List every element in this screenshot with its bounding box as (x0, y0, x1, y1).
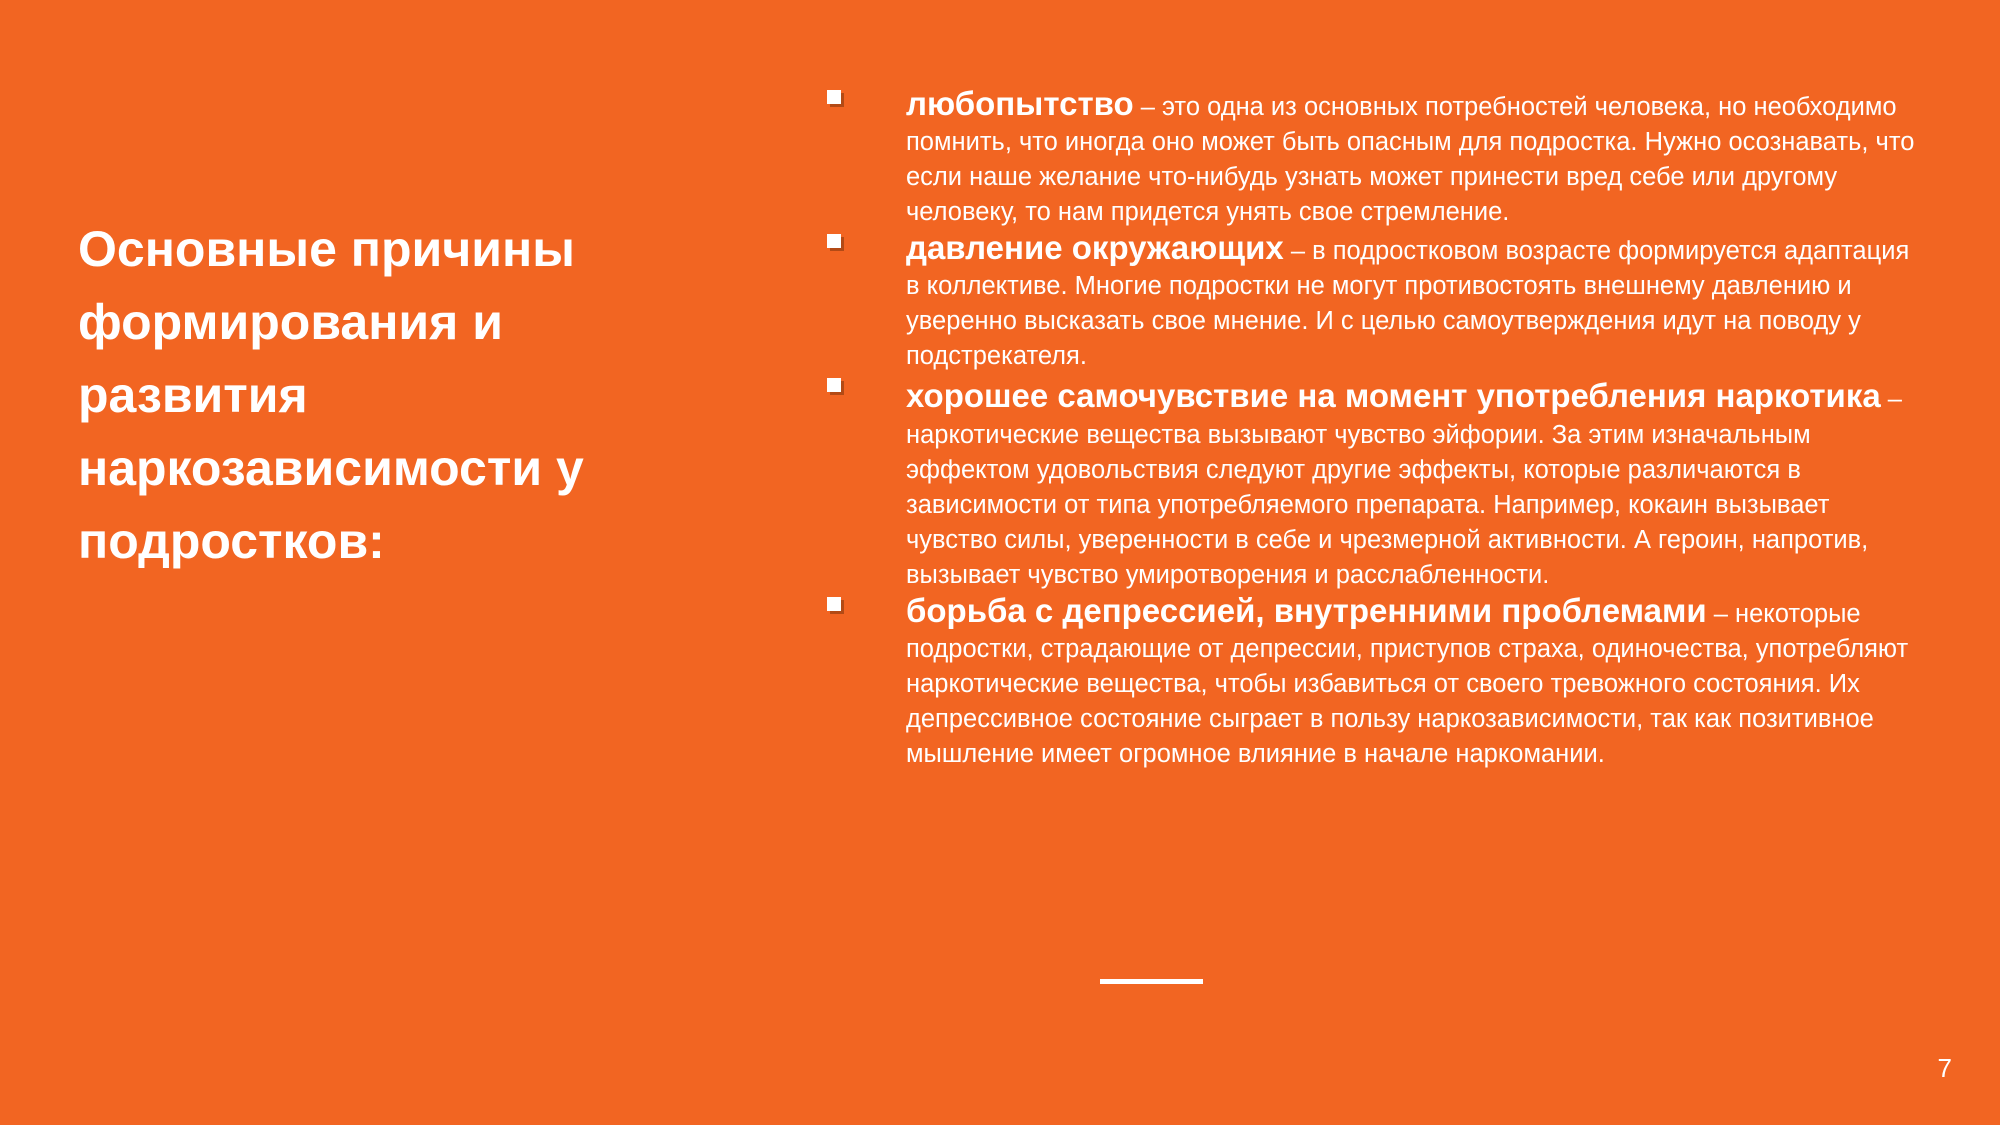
page-number: 7 (1937, 1053, 1952, 1083)
list-item (826, 374, 1916, 593)
reason-description: – в подростковом возрасте формируется адаптация в коллективе. Многие подростки не могут противостоять внешнему давлению и уверенно высказать свое мнение. И с целью самоутверждения идут на поводу у подстрекателя. (906, 237, 1910, 370)
checkbox-bullet-icon (826, 89, 846, 109)
list-item (826, 230, 1916, 374)
reason-description: – наркотические вещества вызывают чувство эйфории. За этим изначальным эффектом удовольствия следуют другие эффекты, которые различаются в зависимости от типа употребляемого препарата. Например, кокаин вызывает чувство силы, уверенности в себе и чрезмерной активности. А героин, напротив, вызывает чувство умиротворения и расслабленности. (906, 385, 1902, 589)
reason-term: давление окружающих (906, 229, 1284, 266)
reason-term: хорошее самочувствие на момент употребления наркотика (906, 377, 1881, 414)
reasons-list (826, 86, 1916, 772)
reason-term: любопытство (906, 85, 1134, 122)
reason-description: – это одна из основных потребностей человека, но необходимо помнить, что иногда оно может быть опасным для подростка. Нужно осознавать, что если наше желание что-нибудь узнать может принести вред себе или другому человеку, то нам придется унять свое стремление. (906, 93, 1915, 226)
divider-line (1100, 979, 1203, 984)
checkbox-bullet-icon (826, 596, 846, 616)
reason-description: – некоторые подростки, страдающие от депрессии, приступов страха, одиночества, употребляют наркотические вещества, чтобы избавиться от своего тревожного состояния. Их депрессивное состояние сыграет в пользу наркозависимости, так как позитивное мышление имеет огромное влияние в начале наркомании. (906, 600, 1909, 768)
list-item (826, 593, 1916, 772)
slide-title: Основные причины формирования и развития наркозависимости у подростков: (78, 221, 584, 569)
reason-term: борьба с депрессией, внутренними проблемами (906, 592, 1707, 629)
checkbox-bullet-icon (826, 377, 846, 397)
list-item (826, 86, 1916, 230)
checkbox-bullet-icon (826, 233, 846, 253)
